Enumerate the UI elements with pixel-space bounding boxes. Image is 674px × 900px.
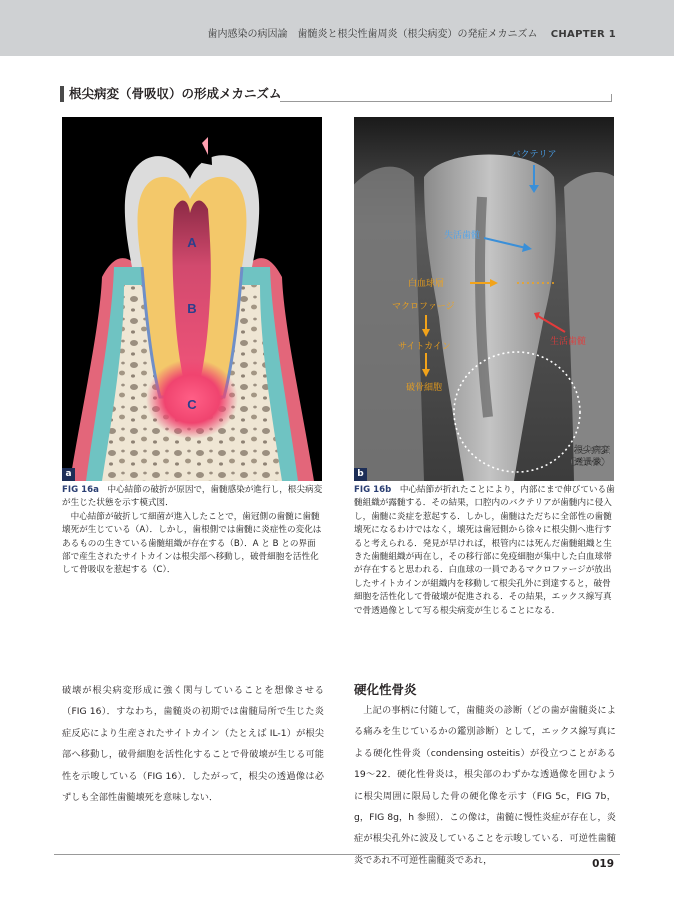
section-heading-bar bbox=[60, 86, 64, 102]
figure-16b bbox=[354, 117, 614, 481]
running-head bbox=[208, 25, 616, 40]
chapter-label: CHAPTER 1 bbox=[550, 29, 616, 40]
label-dead-pulp: 失活歯髄 bbox=[444, 231, 481, 241]
caption-16a-paragraph: 中心結節が破折して細菌が進入したことで，歯冠側の歯髄に歯髄壊死が生じている（A）．しかし，歯根側では歯髄に炎症性の変化はあるものの生きている歯髄組織が存在する（B）．A と B との界面部で産生されたサイトカインは根尖部へ移動し，破骨細胞を活性化して骨吸収を惹起する（C）． bbox=[62, 511, 322, 576]
label-lesion-2: （透過像） bbox=[564, 458, 610, 468]
label-bacteria: バクテリア bbox=[511, 150, 557, 160]
figure-letter-b: b bbox=[354, 468, 367, 481]
footer-rule bbox=[54, 854, 620, 855]
caption-16b bbox=[354, 484, 616, 618]
label-C: C bbox=[187, 397, 197, 412]
page-number: 019 bbox=[592, 858, 614, 870]
section-heading-text: 根尖病変（骨吸収）の形成メカニズム bbox=[69, 86, 282, 101]
running-head-title: 歯内感染の病因論 歯髄炎と根尖性歯周炎（根尖病変）の発症メカニズム bbox=[207, 29, 538, 40]
label-vital-pulp: 生活歯髄 bbox=[550, 337, 587, 347]
right-body-paragraph: 上記の事柄に付随して，歯髄炎の診断（どの歯が歯髄炎による痛みを生じているかの鑑別診断）として，エックス線写真による硬化性骨炎（condensing osteitis）が役立つことがある19〜22．硬化性骨炎は，根尖部のわずかな透過像を囲むように根尖周囲に限局した骨の硬化像を示す（FIG 5c，FIG 7b，g，FIG 8g，h 参照）．この像は，歯髄に慢性炎症が存在し，炎症が根尖孔外に波及していることを示唆している．可逆性歯髄炎であれ不可逆性歯髄炎であれ， bbox=[354, 705, 616, 866]
label-osteoclast: 破骨細胞 bbox=[406, 383, 443, 393]
label-cytokine: サイトカイン bbox=[398, 342, 451, 352]
label-A: A bbox=[187, 235, 197, 250]
section-heading bbox=[60, 86, 612, 102]
radiograph bbox=[354, 117, 614, 481]
caption-16a bbox=[62, 484, 324, 578]
caption-16b-text: 中心結節が折れたことにより，内部にまで伸びている歯髄組織が露髄する．その結果，口腔内のバクテリアが歯髄内に侵入し，歯髄に炎症を惹起する．しかし，歯髄はただちに全部性の歯髄壊死になるわけではなく，壊死は歯冠側から徐々に根尖側へ進行すると考えられる．発見が早ければ，根管内には死んだ歯髄組織と生きた歯髄組織が両在し，その移行部に免疫細胞が集中した白血球帯が存在すると思われる．白血球の一員であるマクロファージが放出したサイトカインが組織内を移動して根尖孔外に到達すると，破骨細胞を活性化して骨破壊が促進される．その結果，エックス線写真で骨透過像として写る根尖病変が生じることになる． bbox=[354, 485, 615, 616]
caption-16b-label: FIG 16b bbox=[354, 485, 392, 495]
caption-16a-text: 中心結節の破折が原因で，歯髄感染が進行し，根尖病変が生じた状態を示す模式図． bbox=[62, 485, 323, 509]
section-heading-rule bbox=[280, 101, 612, 102]
caption-16a-label: FIG 16a bbox=[62, 485, 99, 495]
subheading-condensing-osteitis: 硬化性骨炎 bbox=[354, 682, 417, 697]
tooth-schematic bbox=[62, 117, 322, 481]
label-lesion-1: 根尖病変 bbox=[573, 446, 610, 456]
label-B: B bbox=[187, 301, 197, 316]
label-macrophage: マクロファージ bbox=[392, 302, 455, 312]
section-heading-tick bbox=[611, 94, 612, 102]
figure-letter-a: a bbox=[62, 468, 75, 481]
figure-16a bbox=[62, 117, 322, 481]
left-body-paragraph: 破壊が根尖病変形成に強く関与していることを想像させる（FIG 16）．すなわち，歯髄炎の初期では歯髄局所で生じた炎症反応により生産されたサイトカイン（たとえば IL-1）が根尖部へ移動し，破骨細胞を活性化することで骨破壊が生じる可能性を示唆している（FIG 16）．したがって，根尖の透過像は必ずしも全部性歯髄壊死を意味しない． bbox=[62, 685, 324, 804]
label-wbc: 白血球層 bbox=[408, 279, 445, 289]
